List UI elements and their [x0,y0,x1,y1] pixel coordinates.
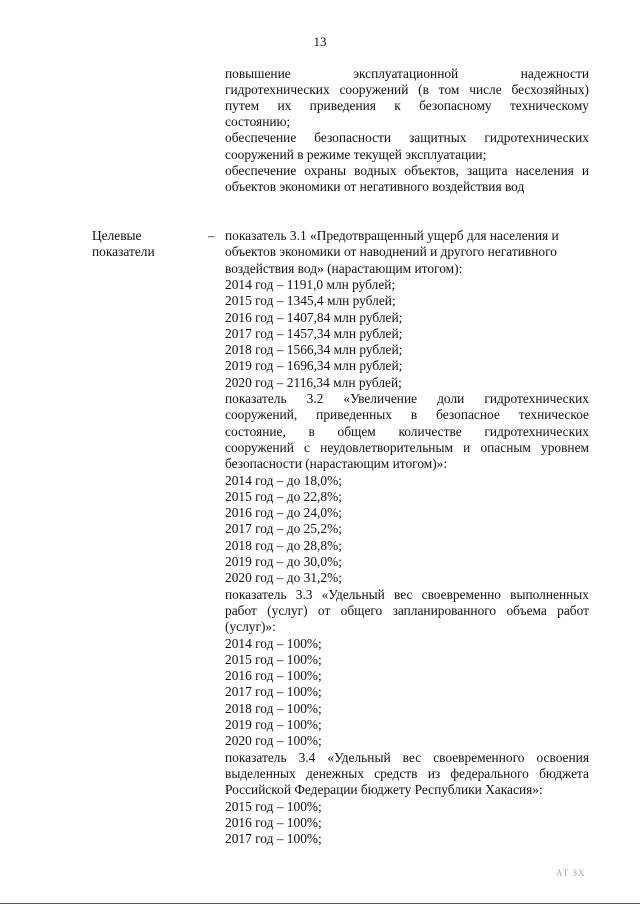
indicator-text-line: 2016 год – до 24,0%; [225,505,342,521]
indicator-text-line: 2019 год – 100%; [225,717,322,732]
footer-mark: АТ ЗХ [556,868,586,878]
indicator-text-line: сооружений, приведенных в безопасное техническое [225,407,589,423]
indicator-text-line: показатель 3.3 «Удельный вес своевременно выполненных [225,586,589,602]
indicator-text-line: работ (услуг) от общего запланированного объема работ [225,602,589,618]
indicator-text-line: выделенных денежных средств из федерального бюджета [225,765,589,781]
indicator-text-line: 2017 год – 1457,34 млн рублей; [225,325,403,341]
goals-text-line: состоянию; [225,114,291,130]
indicator-text-line: безопасности (нарастающим итогом)»: [225,456,448,472]
indicator-text-line: 2020 год – 100%; [225,733,322,749]
indicator-text-line: 2014 год – 100%; [225,635,322,651]
indicator-text-line: 2014 год – 1191,0 млн рублей; [225,276,396,292]
indicator-text-line: 2020 год – 2116,34 млн рублей; [225,374,402,390]
indicator-text-line: показатель 3.1 «Предотвращенный ущерб для населения и [225,228,559,243]
indicator-text-line: 2015 год – 100%; [225,651,322,667]
indicator-text-line: 2019 год – до 30,0%; [225,554,342,569]
page-number: 13 [313,34,327,49]
indicator-text-line: 2015 год – 100%; [225,798,322,814]
indicator-text-line: 2016 год – 100%; [225,814,322,830]
indicator-text-line: показатель 3.4 «Удельный вес своевременного освоения [225,749,589,765]
goals-text-line: сооружений в режиме текущей эксплуатации; [225,146,487,162]
indicator-text-line: сооружений с неудовлетворительным и опасным уровнем [225,439,589,455]
indicator-text-line: 2016 год – 1407,84 млн рублей; [225,309,403,325]
indicator-text-line: 2018 год – 1566,34 млн рублей; [225,342,403,358]
section-label-line-2: показатели [92,244,155,259]
indicator-text-line: 2014 год – до 18,0%; [225,472,342,488]
indicator-text-line: 2018 год – до 28,8%; [225,537,342,553]
section-dash: – [208,228,215,243]
indicator-text-line: воздействия вод» (нарастающим итогом): [225,260,463,276]
goals-text-line: гидротехнических сооружений (в том числе бесхозяйных) [225,82,589,98]
goals-text-line: объектов экономики от негативного воздействия вод [225,178,525,194]
indicator-text-line: 2017 год – до 25,2%; [225,521,342,537]
indicator-text-line: показатель 3.2 «Увеличение доли гидротехнических [225,391,589,406]
indicator-text-line: 2017 год – 100%; [225,831,322,847]
indicator-text-line: 2019 год – 1696,34 млн рублей; [225,358,403,374]
goals-text-line: обеспечение безопасности защитных гидротехнических [225,130,589,146]
indicator-text-line: 2015 год – 1345,4 млн рублей; [225,293,396,309]
indicator-text-line: 2016 год – 100%; [225,668,322,684]
indicator-text-line: 2017 год – 100%; [225,684,322,700]
indicator-text-line: 2015 год – до 22,8%; [225,488,342,504]
indicator-text-line: (услуг)»: [225,619,276,635]
indicator-text-line: 2020 год – до 31,2%; [225,570,342,586]
goals-text-line: повышение эксплуатационной надежности [225,66,589,81]
indicator-text-line: 2018 год – 100%; [225,700,322,716]
indicator-text-line: Российской Федерации бюджету Республики Хакасия»: [225,782,543,798]
section-label-line-1: Целевые [92,228,142,243]
indicator-text-line: объектов экономики от наводнений и другого негативного [225,244,557,260]
goals-text-line: путем их приведения к безопасному техническому [225,98,589,114]
goals-text-line: обеспечение охраны водных объектов, защита населения и [225,162,589,178]
bottom-rule [0,903,640,904]
indicator-text-line: состояние, в общем количестве гидротехнических [225,423,589,439]
